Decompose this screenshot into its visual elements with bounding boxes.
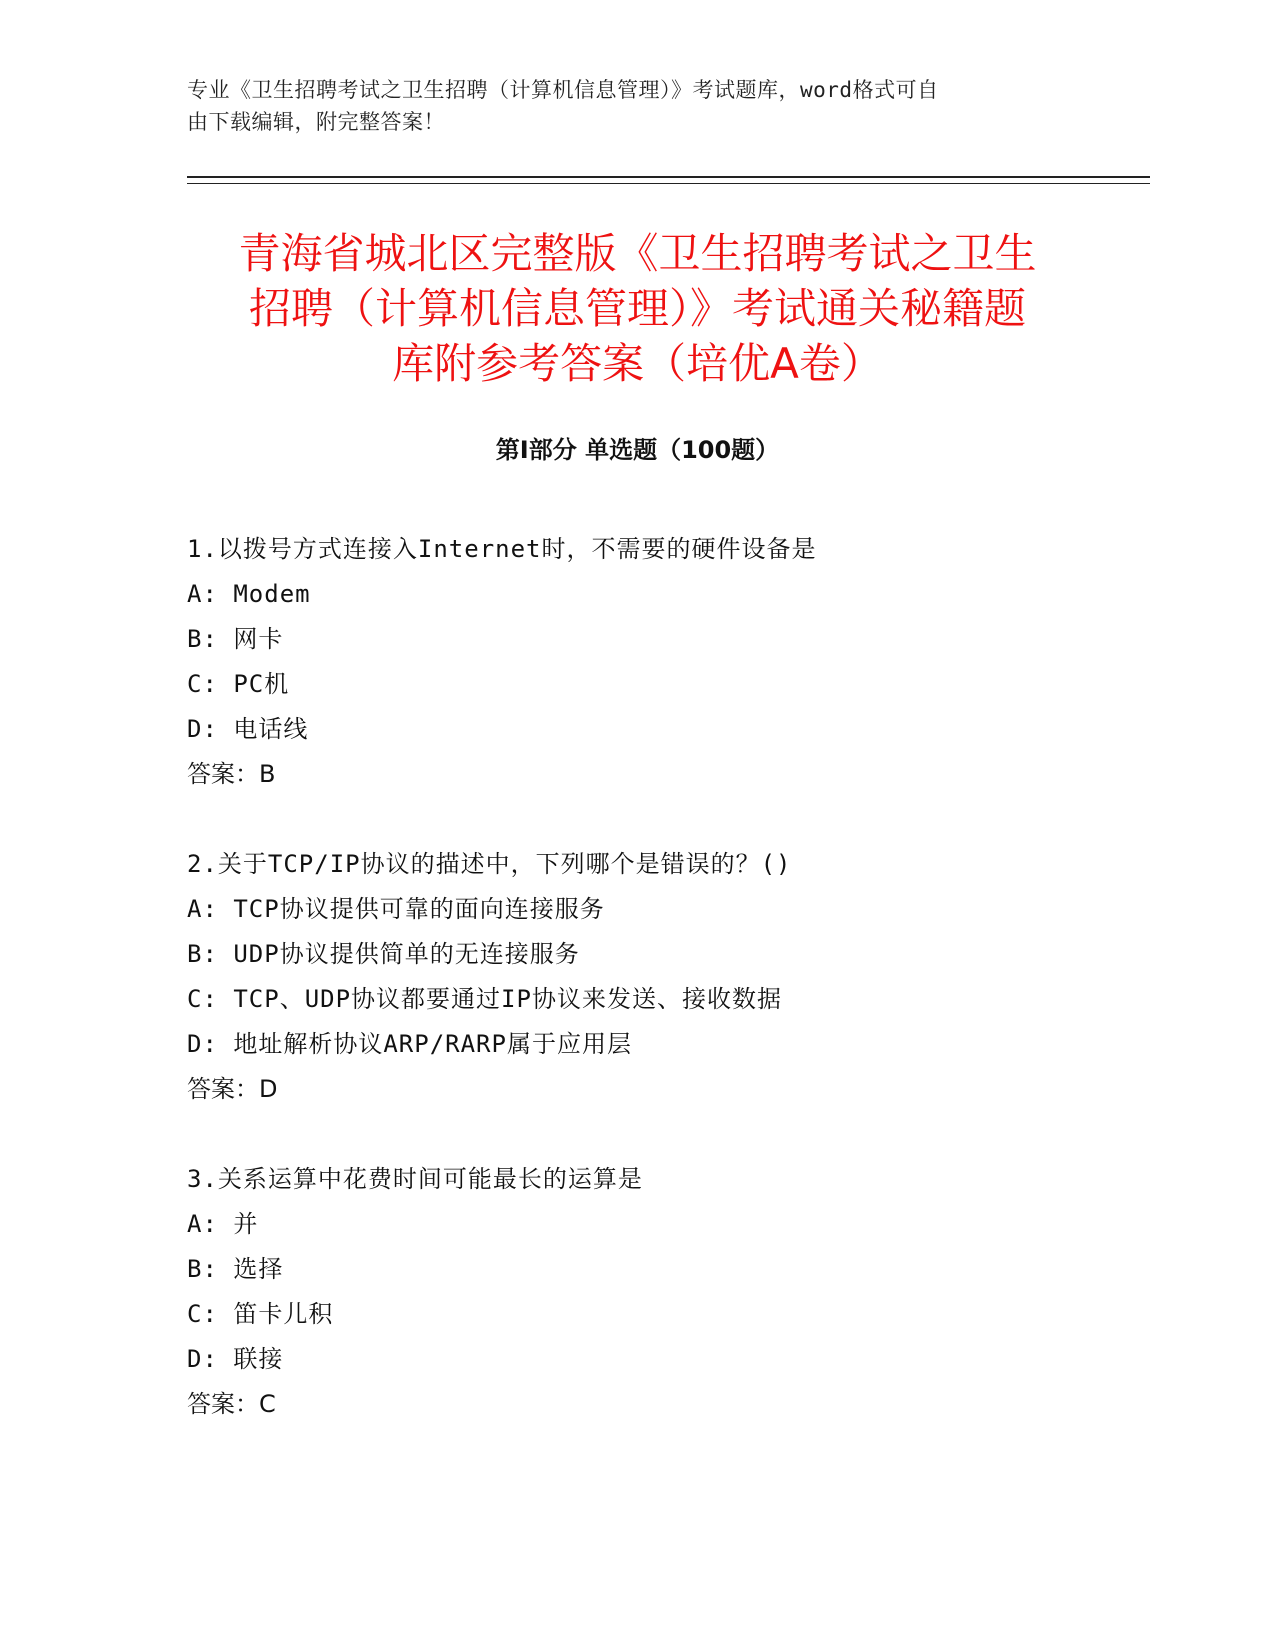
header-note-line-2: 由下载编辑，附完整答案！ bbox=[187, 110, 445, 134]
option-b: B: 网卡 bbox=[187, 625, 284, 653]
option-a: A: Modem bbox=[187, 580, 311, 608]
document-title-line-2: 招聘（计算机信息管理）》考试通关秘籍题 bbox=[248, 284, 1026, 333]
option-a: A: TCP协议提供可靠的面向连接服务 bbox=[187, 895, 605, 923]
question-stem: 3.关系运算中花费时间可能最长的运算是 bbox=[187, 1165, 643, 1193]
question-list bbox=[187, 527, 1147, 1472]
document-title-line-1: 青海省城北区完整版《卫生招聘考试之卫生 bbox=[238, 229, 1037, 278]
header-note-line-1: 专业《卫生招聘考试之卫生招聘（计算机信息管理）》考试题库，word格式可自 bbox=[187, 78, 939, 102]
document-title-line-3: 库附参考答案（培优A卷） bbox=[392, 339, 883, 388]
option-d: D: 地址解析协议ARP/RARP属于应用层 bbox=[187, 1030, 632, 1058]
option-c: C: 笛卡儿积 bbox=[187, 1300, 334, 1328]
answer-text: 答案：D bbox=[187, 1075, 278, 1103]
question-item bbox=[187, 1157, 1147, 1427]
option-b: B: 选择 bbox=[187, 1255, 284, 1283]
option-d: D: 联接 bbox=[187, 1345, 284, 1373]
option-d: D: 电话线 bbox=[187, 715, 309, 743]
option-a: A: 并 bbox=[187, 1210, 259, 1238]
document-title bbox=[185, 226, 1090, 391]
question-item bbox=[187, 527, 1147, 797]
header-divider-thin bbox=[187, 183, 1150, 184]
header-divider-thick bbox=[187, 176, 1150, 178]
option-b: B: UDP协议提供简单的无连接服务 bbox=[187, 940, 580, 968]
header-note bbox=[187, 74, 1067, 138]
section-title: 第I部分 单选题（100题） bbox=[495, 436, 780, 464]
option-c: C: PC机 bbox=[187, 670, 290, 698]
question-stem: 2.关于TCP/IP协议的描述中，下列哪个是错误的？() bbox=[187, 850, 792, 878]
question-item bbox=[187, 842, 1147, 1112]
answer-text: 答案：C bbox=[187, 1390, 276, 1418]
answer-text: 答案：B bbox=[187, 760, 276, 788]
question-stem: 1.以拨号方式连接入Internet时，不需要的硬件设备是 bbox=[187, 535, 817, 563]
option-c: C: TCP、UDP协议都要通过IP协议来发送、接收数据 bbox=[187, 985, 782, 1013]
